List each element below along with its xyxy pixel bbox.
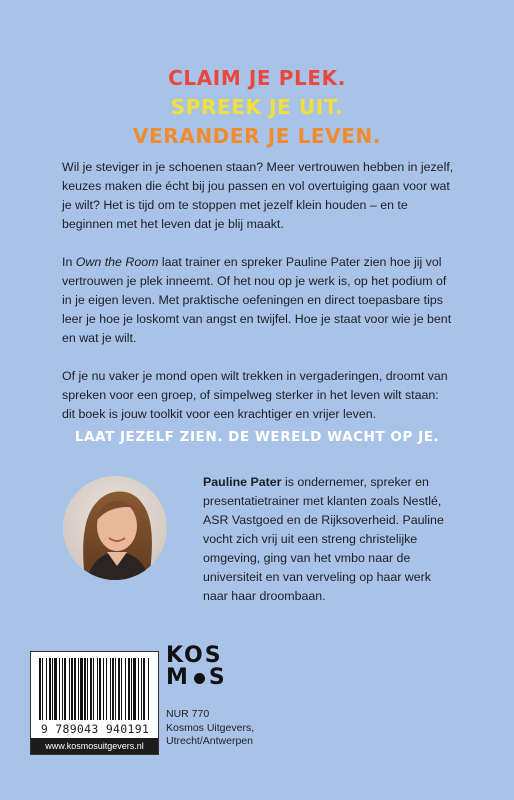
publisher-city: Utrecht/Antwerpen [166, 735, 253, 747]
publisher-logo [166, 645, 228, 689]
barcode-bar [118, 658, 120, 720]
barcode [30, 651, 159, 755]
author-bio-text: is ondernemer, spreker en presentatietrainer met klanten zoals Nestlé, ASR Vastgoed en de Rijksoverheid. Pauline vocht zich vrij uit een streng christelijke omgeving, ging van het vmbo naar de universiteit en van verveling op haar werk naar haar droombaan. [203, 475, 444, 603]
barcode-bar [93, 658, 94, 720]
author-name: Pauline Pater [203, 475, 282, 489]
barcode-bar [87, 658, 88, 720]
nur-code: NUR 770 [166, 708, 210, 720]
barcode-bar [39, 658, 41, 720]
barcode-bar [141, 658, 142, 720]
barcode-bar [110, 658, 111, 720]
tagline: LAAT JEZELF ZIEN. DE WERELD WACHT OP JE. [74, 429, 440, 445]
barcode-bar [69, 658, 70, 720]
barcode-bar [84, 658, 86, 720]
blurb-paragraph-3: Of je nu vaker je mond open wilt trekken in vergaderingen, droomt van spreken voor een groep, of simpelweg sterker in het leven wilt staan: dit boek is jouw toolkit voor een krachtiger en vrijer leven. [62, 369, 448, 421]
logo-dot-icon [194, 673, 205, 684]
blurb-p2-rest: laat trainer en spreker Pauline Pater zien hoe jij vol vertrouwen je plek inneemt. Of het nou op je werk is, op het podium of in je eigen leven. Met praktische oefeningen en direct toepasbare tips leer je hoe je loskomt van angst en twijfel. Hoe je staat voor wie je bent en wat je wilt. [62, 255, 452, 345]
barcode-bar [106, 658, 107, 720]
publisher-name: Kosmos Uitgevers, [166, 721, 255, 734]
barcode-bar [74, 658, 76, 720]
author-photo [63, 476, 167, 580]
barcode-bar [133, 658, 136, 720]
logo-row-2 [166, 667, 228, 689]
barcode-bar [59, 658, 60, 720]
book-title: Own the Room [75, 255, 159, 269]
blurb-paragraph-1: Wil je steviger in je schoenen staan? Meer vertrouwen hebben in jezelf, keuzes maken die écht bij jou passen en vol overtuiging gaan voor wat je wilt? Het is tijd om te stoppen met jezelf klein houden – en te beginnen met het leven dat je blij maakt. [62, 160, 454, 231]
blurb [62, 158, 454, 443]
blurb-paragraph-2 [62, 253, 454, 348]
barcode-bar [143, 658, 145, 720]
barcode-bar [80, 658, 83, 720]
publisher-url: www.kosmosuitgevers.nl [31, 738, 158, 754]
barcode-bar [125, 658, 126, 720]
headline-3: VERANDER JE LEVEN. [132, 124, 382, 148]
barcode-bar [138, 658, 139, 720]
headlines [0, 64, 514, 151]
barcode-bars [37, 658, 152, 720]
logo-row-1: KOS [166, 643, 223, 668]
logo-letter-s: S [208, 665, 227, 690]
blurb-p2-prefix: In [62, 255, 76, 269]
barcode-bar [42, 658, 43, 720]
barcode-bar [64, 658, 66, 720]
author-bio [203, 473, 459, 606]
barcode-bar [90, 658, 92, 720]
barcode-bar [62, 658, 63, 720]
barcode-bar [49, 658, 51, 720]
barcode-bar [46, 658, 47, 720]
headline-2: SPREEK JE UIT. [170, 95, 344, 119]
barcode-bar [131, 658, 132, 720]
headline-1: CLAIM JE PLEK. [168, 66, 346, 90]
barcode-bar [99, 658, 101, 720]
barcode-bar [54, 658, 57, 720]
barcode-bar [128, 658, 130, 720]
barcode-bar [97, 658, 98, 720]
barcode-bar [121, 658, 122, 720]
barcode-bar [103, 658, 104, 720]
barcode-bar [112, 658, 114, 720]
publication-meta [166, 708, 306, 749]
barcode-bar [115, 658, 116, 720]
logo-letter-m: M [166, 665, 190, 690]
barcode-digits: 9 789043 940191 [40, 722, 150, 736]
barcode-bar [52, 658, 53, 720]
barcode-bar [71, 658, 73, 720]
barcode-bar [148, 658, 149, 720]
barcode-bar [78, 658, 79, 720]
